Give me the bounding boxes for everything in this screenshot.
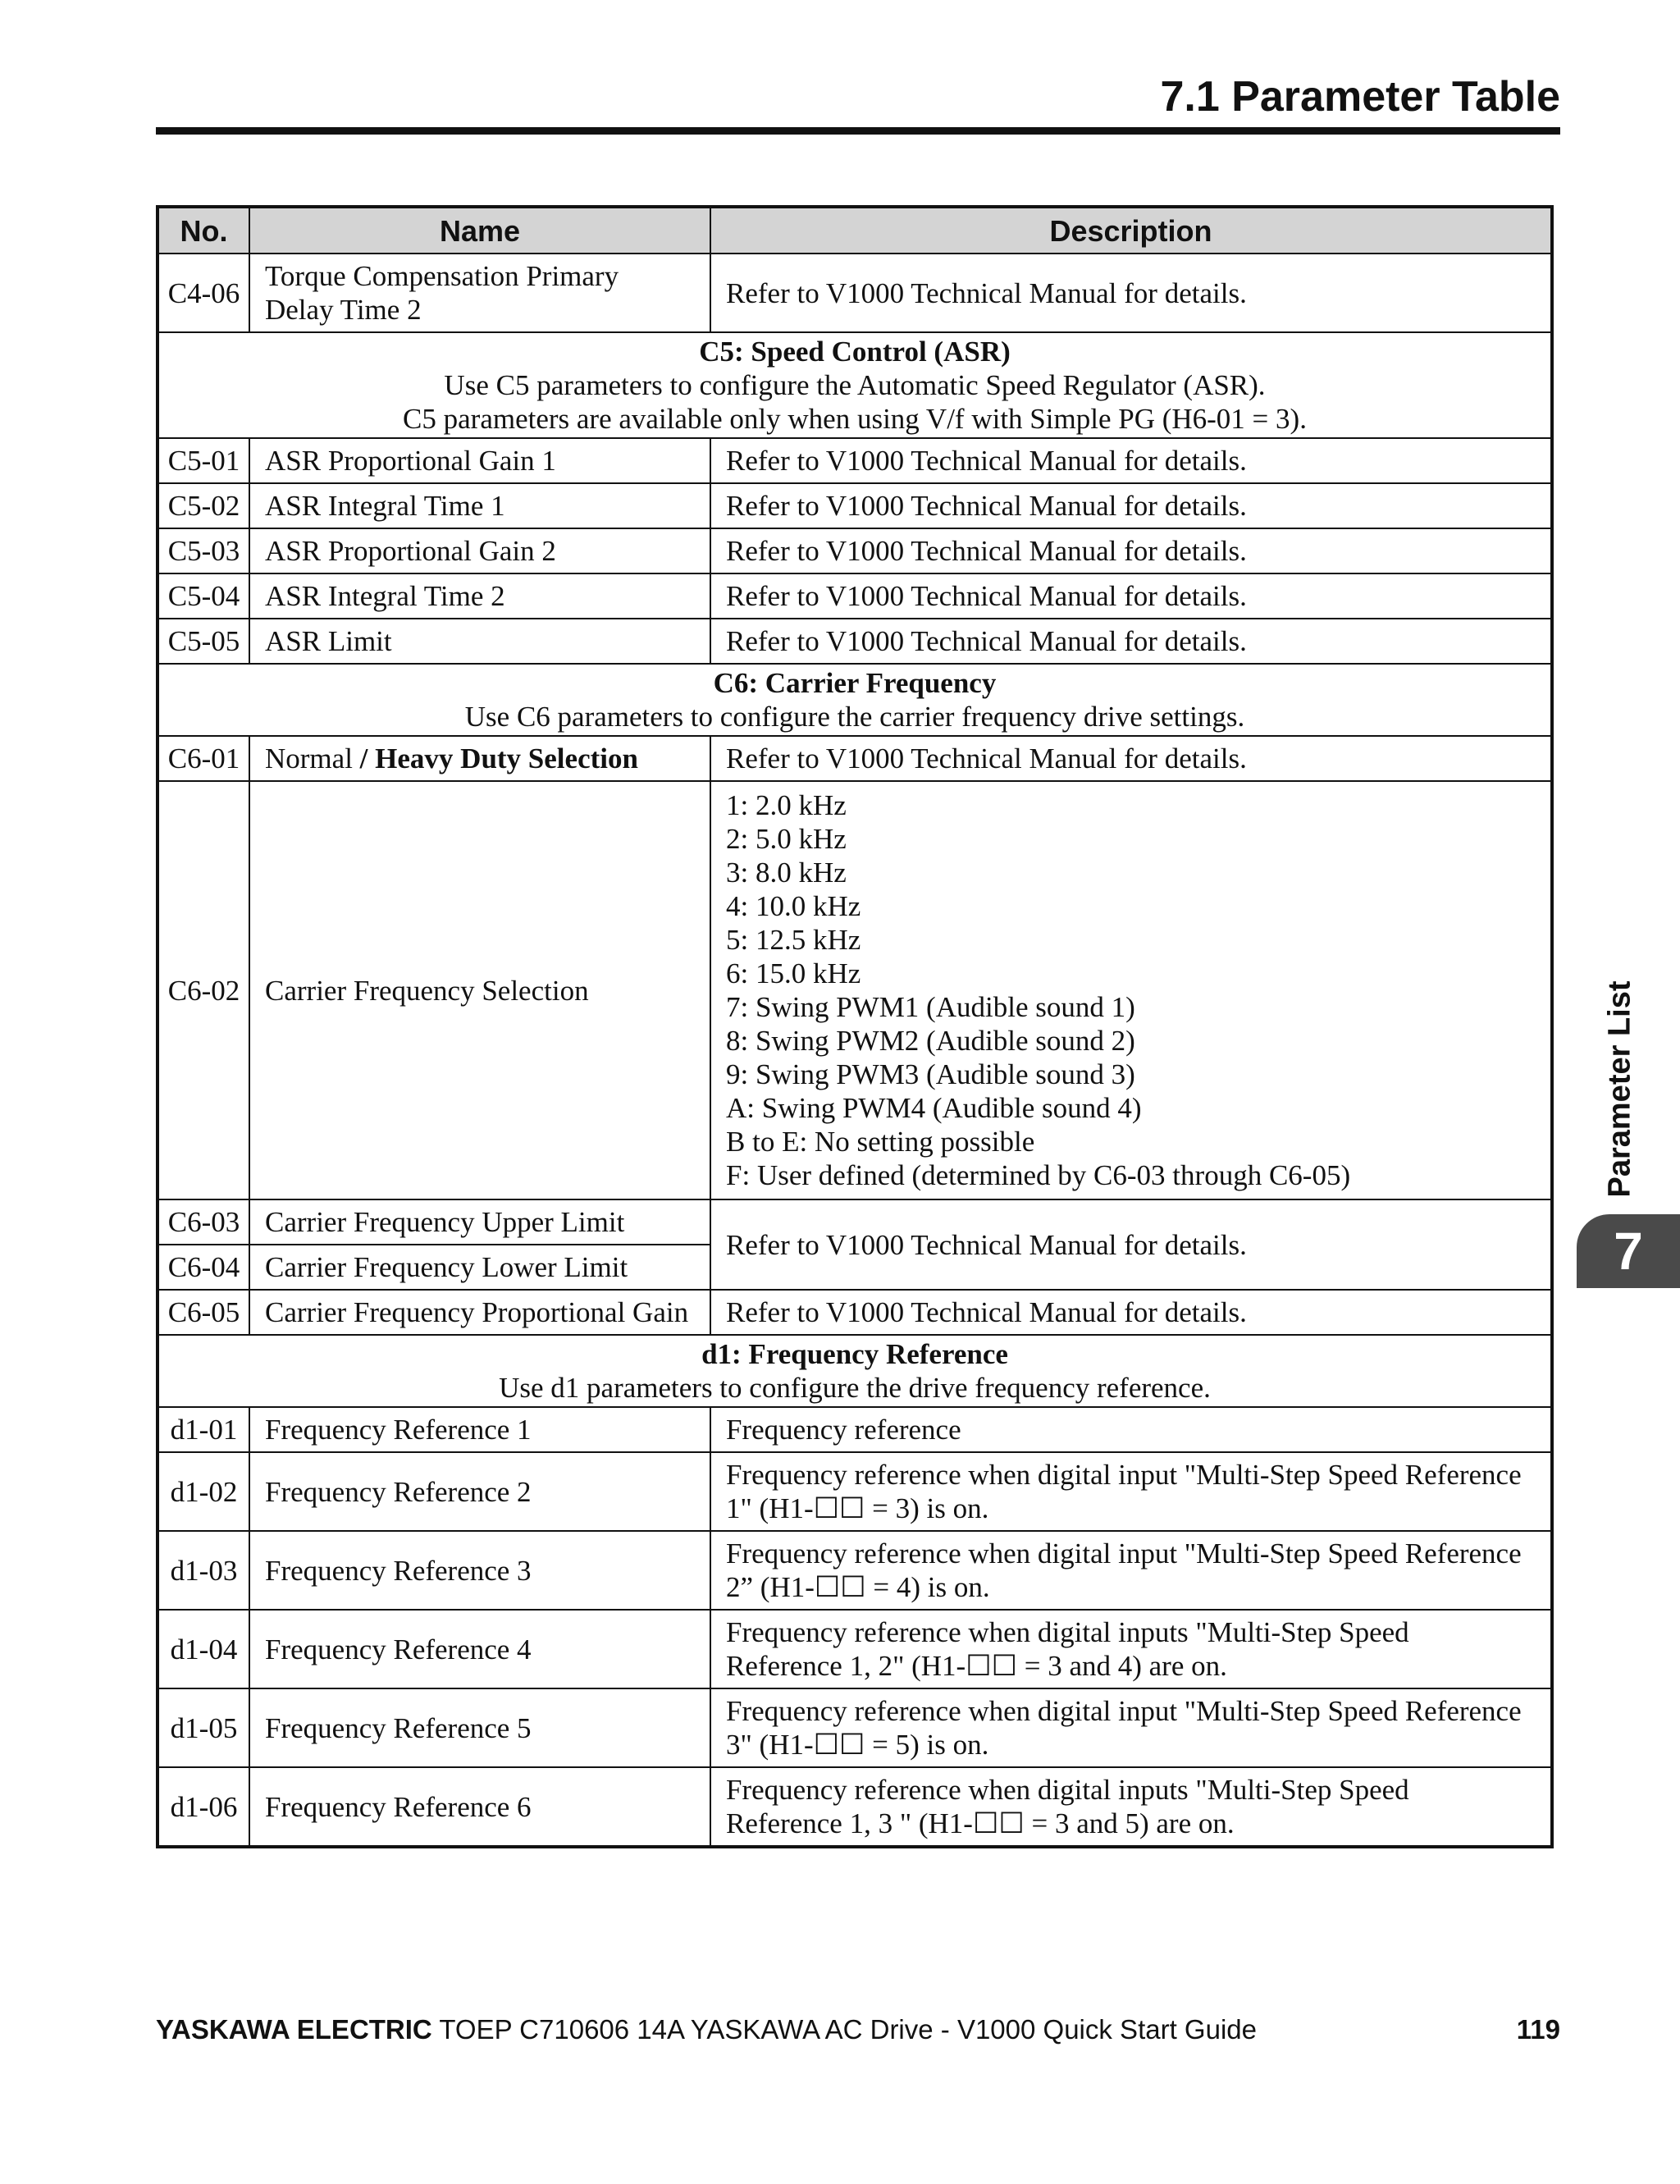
param-name: ASR Proportional Gain 1	[249, 438, 710, 483]
option-line: B to E: No setting possible	[726, 1126, 1035, 1158]
param-name-line: Torque Compensation Primary	[265, 260, 619, 292]
param-desc	[710, 1688, 1552, 1767]
param-no: C4-06	[158, 254, 249, 332]
section-text: C5 parameters are available only when using V/f with Simple PG (H6-01 = 3).	[403, 403, 1307, 435]
desc-line: Frequency reference when digital inputs "Multi-Step Speed	[726, 1774, 1409, 1806]
page-number: 119	[1516, 2014, 1560, 2045]
table-row	[158, 1767, 1552, 1847]
section-row-d1	[158, 1335, 1552, 1407]
column-header-name: Name	[249, 207, 710, 254]
param-no: d1-06	[158, 1767, 249, 1847]
param-desc	[710, 1452, 1552, 1531]
option-line: 4: 10.0 kHz	[726, 890, 861, 922]
param-no: C5-01	[158, 438, 249, 483]
section-row-c5	[158, 332, 1552, 438]
table-header-row	[158, 207, 1552, 254]
table-row	[158, 736, 1552, 781]
desc-line: Frequency reference when digital inputs "Multi-Step Speed	[726, 1616, 1409, 1648]
section-c5	[158, 332, 1552, 438]
param-no: d1-01	[158, 1407, 249, 1452]
param-desc: Frequency reference	[710, 1407, 1552, 1452]
param-desc: Refer to V1000 Technical Manual for details.	[710, 438, 1552, 483]
table-row	[158, 1610, 1552, 1688]
header-rule	[156, 127, 1560, 135]
param-name: ASR Integral Time 1	[249, 483, 710, 528]
desc-line: 1" (H1-☐☐ = 3) is on.	[726, 1492, 989, 1524]
table-row	[158, 438, 1552, 483]
param-no: C6-02	[158, 781, 249, 1199]
param-desc	[710, 1531, 1552, 1610]
param-no: C5-03	[158, 528, 249, 573]
table-row	[158, 1199, 1552, 1245]
param-name-bold: Heavy Duty Selection	[375, 742, 638, 774]
option-line: A: Swing PWM4 (Audible sound 4)	[726, 1092, 1142, 1124]
option-line: 1: 2.0 kHz	[726, 789, 847, 821]
table-row	[158, 573, 1552, 619]
param-name: ASR Limit	[249, 619, 710, 664]
desc-line: Frequency reference when digital input "Multi-Step Speed Reference	[726, 1459, 1522, 1491]
param-no: d1-03	[158, 1531, 249, 1610]
param-desc: Refer to V1000 Technical Manual for details.	[710, 619, 1552, 664]
section-title: d1: Frequency Reference	[701, 1338, 1008, 1370]
param-name: Frequency Reference 2	[249, 1452, 710, 1531]
param-desc: Refer to V1000 Technical Manual for details.	[710, 483, 1552, 528]
table-row	[158, 1688, 1552, 1767]
param-name: Frequency Reference 6	[249, 1767, 710, 1847]
param-name	[249, 254, 710, 332]
section-c6	[158, 664, 1552, 736]
desc-line: Frequency reference when digital input "Multi-Step Speed Reference	[726, 1695, 1522, 1727]
param-no: d1-05	[158, 1688, 249, 1767]
param-name: Carrier Frequency Proportional Gain	[249, 1290, 710, 1335]
option-line: 3: 8.0 kHz	[726, 857, 847, 889]
param-name: Frequency Reference 1	[249, 1407, 710, 1452]
param-desc	[710, 1610, 1552, 1688]
chapter-side-label	[1600, 980, 1641, 1198]
param-no: C5-02	[158, 483, 249, 528]
option-line: 8: Swing PWM2 (Audible sound 2)	[726, 1025, 1135, 1057]
param-no: C6-05	[158, 1290, 249, 1335]
table-row	[158, 1407, 1552, 1452]
table-row	[158, 1290, 1552, 1335]
section-title: C6: Carrier Frequency	[713, 667, 997, 699]
table-row	[158, 483, 1552, 528]
param-name: Frequency Reference 5	[249, 1688, 710, 1767]
section-text: Use C6 parameters to configure the carrier frequency drive settings.	[464, 701, 1245, 733]
table-row	[158, 1531, 1552, 1610]
desc-line: Reference 1, 3 " (H1-☐☐ = 3 and 5) are on.	[726, 1807, 1235, 1839]
chapter-side-label-text: Parameter List	[1602, 980, 1637, 1198]
section-title: C5: Speed Control (ASR)	[699, 336, 1011, 368]
param-desc: Refer to V1000 Technical Manual for details.	[710, 1199, 1552, 1290]
footer-doc-info	[156, 2014, 1257, 2045]
param-name: ASR Integral Time 2	[249, 573, 710, 619]
param-name: Carrier Frequency Lower Limit	[249, 1245, 710, 1290]
desc-line: Reference 1, 2" (H1-☐☐ = 3 and 4) are on.	[726, 1650, 1227, 1682]
option-line: 5: 12.5 kHz	[726, 924, 861, 956]
option-line: 9: Swing PWM3 (Audible sound 3)	[726, 1058, 1135, 1090]
chapter-tab	[1577, 1214, 1680, 1288]
desc-line: 3" (H1-☐☐ = 5) is on.	[726, 1729, 989, 1761]
section-d1	[158, 1335, 1552, 1407]
table-row	[158, 254, 1552, 332]
chapter-number: 7	[1614, 1222, 1643, 1281]
param-name: Frequency Reference 3	[249, 1531, 710, 1610]
param-desc: Refer to V1000 Technical Manual for details.	[710, 736, 1552, 781]
param-no: C6-04	[158, 1245, 249, 1290]
section-row-c6	[158, 664, 1552, 736]
table-row	[158, 528, 1552, 573]
desc-line: Frequency reference when digital input "Multi-Step Speed Reference	[726, 1537, 1522, 1569]
option-line: 6: 15.0 kHz	[726, 957, 861, 989]
param-desc: Refer to V1000 Technical Manual for details.	[710, 573, 1552, 619]
param-name: Carrier Frequency Selection	[249, 781, 710, 1199]
table-row	[158, 619, 1552, 664]
column-header-description: Description	[710, 207, 1552, 254]
param-name-line: Delay Time 2	[265, 294, 422, 326]
param-no: d1-02	[158, 1452, 249, 1531]
param-name: Frequency Reference 4	[249, 1610, 710, 1688]
param-no: C6-03	[158, 1199, 249, 1245]
footer-doc-title: TOEP C710606 14A YASKAWA AC Drive - V1000 Quick Start Guide	[431, 2014, 1257, 2045]
option-line: 2: 5.0 kHz	[726, 823, 847, 855]
column-header-no: No.	[158, 207, 249, 254]
param-name	[249, 736, 710, 781]
param-name-separator: /	[352, 742, 376, 774]
param-no: C5-05	[158, 619, 249, 664]
param-desc: Refer to V1000 Technical Manual for details.	[710, 254, 1552, 332]
param-name-normal: Normal	[265, 742, 353, 774]
param-no: d1-04	[158, 1610, 249, 1688]
section-text: Use C5 parameters to configure the Automatic Speed Regulator (ASR).	[444, 369, 1266, 401]
option-line: 7: Swing PWM1 (Audible sound 1)	[726, 991, 1135, 1023]
param-no: C5-04	[158, 573, 249, 619]
param-name: ASR Proportional Gain 2	[249, 528, 710, 573]
section-text: Use d1 parameters to configure the drive frequency reference.	[499, 1372, 1211, 1404]
desc-line: 2” (H1-☐☐ = 4) is on.	[726, 1571, 990, 1603]
param-desc-options	[710, 781, 1552, 1199]
param-desc	[710, 1767, 1552, 1847]
param-desc: Refer to V1000 Technical Manual for details.	[710, 1290, 1552, 1335]
option-line: F: User defined (determined by C6-03 through C6-05)	[726, 1159, 1351, 1191]
page-title: 7.1 Parameter Table	[1160, 73, 1560, 121]
param-no: C6-01	[158, 736, 249, 781]
table-row	[158, 781, 1552, 1199]
param-desc: Refer to V1000 Technical Manual for details.	[710, 528, 1552, 573]
footer-brand: YASKAWA ELECTRIC	[156, 2014, 432, 2045]
parameter-table	[156, 205, 1554, 1848]
param-name: Carrier Frequency Upper Limit	[249, 1199, 710, 1245]
table-row	[158, 1452, 1552, 1531]
